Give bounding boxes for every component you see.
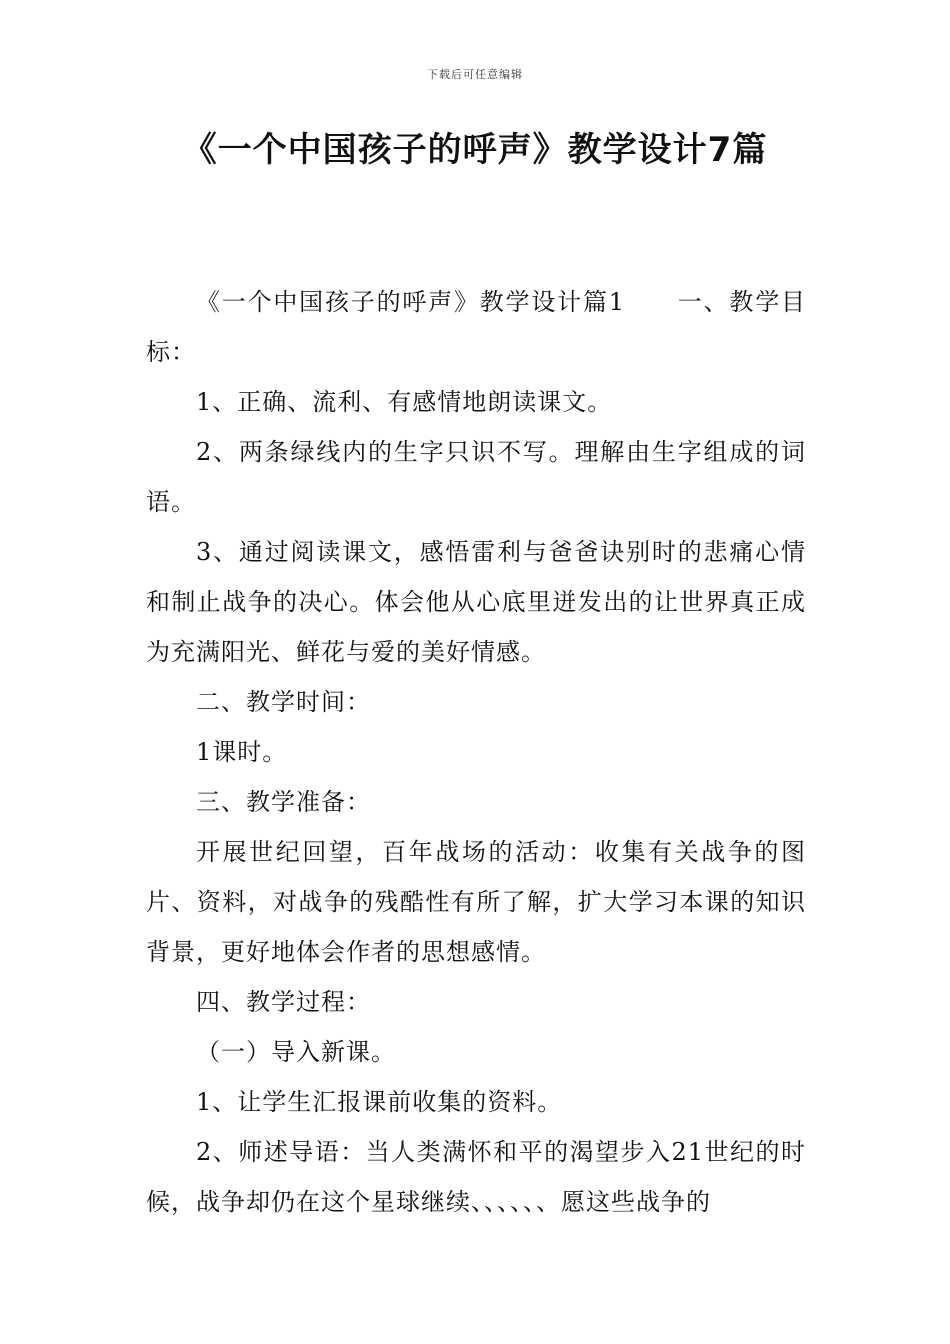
paragraph: 1课时。: [196, 738, 288, 766]
document-body: [146, 277, 806, 1227]
document-title: 《一个中国孩子的呼声》教学设计7篇: [182, 130, 768, 170]
header-note: 下载后可任意编辑: [427, 68, 523, 81]
paragraph: 2、两条绿线内的生字只识不写。理解由生字组成的词语。: [146, 438, 806, 516]
paragraph: 2、师述导语：当人类满怀和平的渴望步入21世纪的时候，战争却仍在这个星球继续、、、、、、愿这些战争的: [146, 1138, 806, 1216]
paragraph: 开展世纪回望，百年战场的活动：收集有关战争的图片、资料，对战争的残酷性有所了解，扩大学习本课的知识背景，更好地体会作者的思想感情。: [146, 838, 806, 966]
paragraph: 二、教学时间：: [196, 688, 371, 716]
section-heading: 《一个中国孩子的呼声》教学设计篇1: [196, 288, 626, 316]
paragraph: 三、教学准备：: [196, 788, 371, 816]
paragraph: 四、教学过程：: [196, 988, 371, 1016]
paragraph: 3、通过阅读课文，感悟雷利与爸爸诀别时的悲痛心情和制止战争的决心。体会他从心底里迸发出的让世界真正成为充满阳光、鲜花与爱的美好情感。: [146, 538, 806, 666]
paragraph: 1、正确、流利、有感情地朗读课文。: [196, 388, 613, 416]
paragraph: 1、让学生汇报课前收集的资料。: [196, 1088, 563, 1116]
paragraph-intro: [146, 277, 806, 377]
paragraph-objectives-heading: 一、教学目标：: [146, 288, 806, 366]
paragraph: （一）导入新课。: [196, 1038, 396, 1066]
